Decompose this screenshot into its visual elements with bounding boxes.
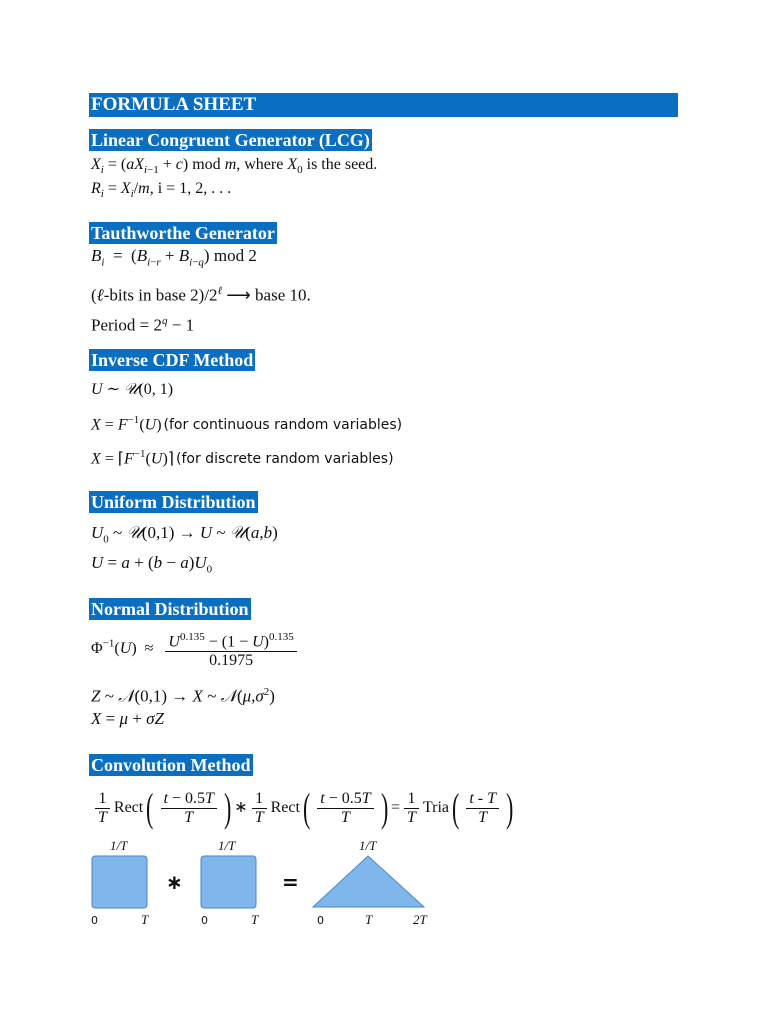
section-heading-lcg: Linear Congruent Generator (LCG) [91, 130, 370, 150]
lcg-where-word: , where [236, 156, 284, 173]
rect1-zero-label: 0 [91, 914, 98, 927]
tausworthe-period-label: Period [91, 315, 136, 335]
normal-approx-formula: $\Phi^{-1}(U)$ ≈ $\frac{U^{0.135} - (1 - U)^{0.135}}{0.1975}$ [91, 628, 301, 670]
page-title: FORMULA SHEET [89, 93, 678, 117]
tausworthe-bits-text: -bits in base 2)/2 [103, 285, 218, 305]
section-heading-convolution: Convolution Method [91, 755, 251, 775]
normal-approx-fraction: $\frac{U^{0.135} - (1 - U)^{0.135}}{0.1975}$ [165, 628, 296, 670]
section-heading-uniform: Uniform Distribution [91, 492, 256, 512]
uniform-formula-1: $U_0$ ~ 𝒰(0,1) → U ~ 𝒰(a,b) [91, 523, 278, 546]
rect-label-2: Rect [270, 799, 300, 816]
convolution-formula: $\frac{1}{T}$ Rect( $\frac{t - 0.5T}{T}$ ) ∗ $\frac{1}{T}$ Rect( $\frac{t - 0.5T}{T}$ ) = $\frac{1}{T}$ Tria( $\frac{t - T}{T}$ ) [91, 787, 516, 829]
lcg-mod-word: mod [192, 156, 221, 173]
lcg-formula-1: $X_i = (aX_{i-1} + c)$ mod m, where $X_0$ is the seed. [91, 156, 378, 177]
section-heading-tausworthe: Tauthworthe Generator [91, 223, 275, 243]
tausworthe-mod: mod 2 [213, 246, 257, 265]
equals-operator: = [282, 870, 299, 894]
uniform-formula-2: $U = a + (b - a)U_0$ [91, 553, 213, 576]
inverse-cdf-formula-3: $X = ⌈F^{-1}(U)⌉$ (for discrete random variables) [91, 448, 394, 468]
continuous-note: (for continuous random variables) [163, 417, 403, 434]
inverse-cdf-formula-1: U ∼ 𝒰(0, 1) [91, 381, 174, 398]
tausworthe-formula-1: $B_i = (B_{i-r} + B_{i-q})$ mod 2 [91, 246, 257, 269]
discrete-note: (for discrete random variables) [176, 451, 394, 468]
triangle-2t-label: 2T [413, 912, 427, 927]
tria-label: Tria [422, 799, 449, 816]
rect-shape-2 [201, 856, 256, 908]
rect-shape-1 [92, 856, 147, 908]
triangle-shape [313, 856, 424, 907]
normal-formula-3: X = μ + σZ [91, 709, 164, 728]
convolution-operator: ∗ [166, 870, 183, 894]
triangle-top-label: 1/T [359, 838, 377, 853]
lcg-formula-2: $R_i = X_i/m$, i = 1, 2, . . . [91, 180, 232, 201]
section-heading-normal: Normal Distribution [91, 599, 249, 619]
rect2-zero-label: 0 [201, 914, 208, 927]
tausworthe-formula-2: (ℓ-bits in base $2)/2^\ell$ ⟶ base 10. [91, 285, 311, 305]
rect2-t-label: T [251, 912, 259, 927]
rect-label-1: Rect [113, 799, 144, 816]
normal-formula-2: Z ~ 𝒩(0,1) → X ~ $𝒩(\mu,\sigma^2)$ [91, 686, 275, 706]
rect1-t-label: T [141, 912, 149, 927]
tausworthe-period-value: = 2 [139, 315, 162, 335]
section-heading-inverse-cdf: Inverse CDF Method [91, 350, 254, 370]
rect2-top-label: 1/T [218, 838, 236, 853]
tausworthe-base-text: base 10. [255, 285, 311, 305]
rect1-top-label: 1/T [110, 838, 128, 853]
tausworthe-period-tail: − 1 [171, 315, 195, 335]
tausworthe-formula-3: Period = $2^q - 1$ [91, 315, 195, 335]
lcg-seed-text: is the seed. [306, 156, 378, 173]
inverse-cdf-formula-2: $X = F^{-1}(U)$ (for continuous random variables) [91, 414, 403, 434]
triangle-zero-label: 0 [317, 914, 324, 927]
lcg-index-text: , i = 1, 2, . . . [149, 180, 232, 197]
normal-approx-denominator: 0.1975 [209, 652, 254, 670]
triangle-t-label: T [365, 912, 373, 927]
